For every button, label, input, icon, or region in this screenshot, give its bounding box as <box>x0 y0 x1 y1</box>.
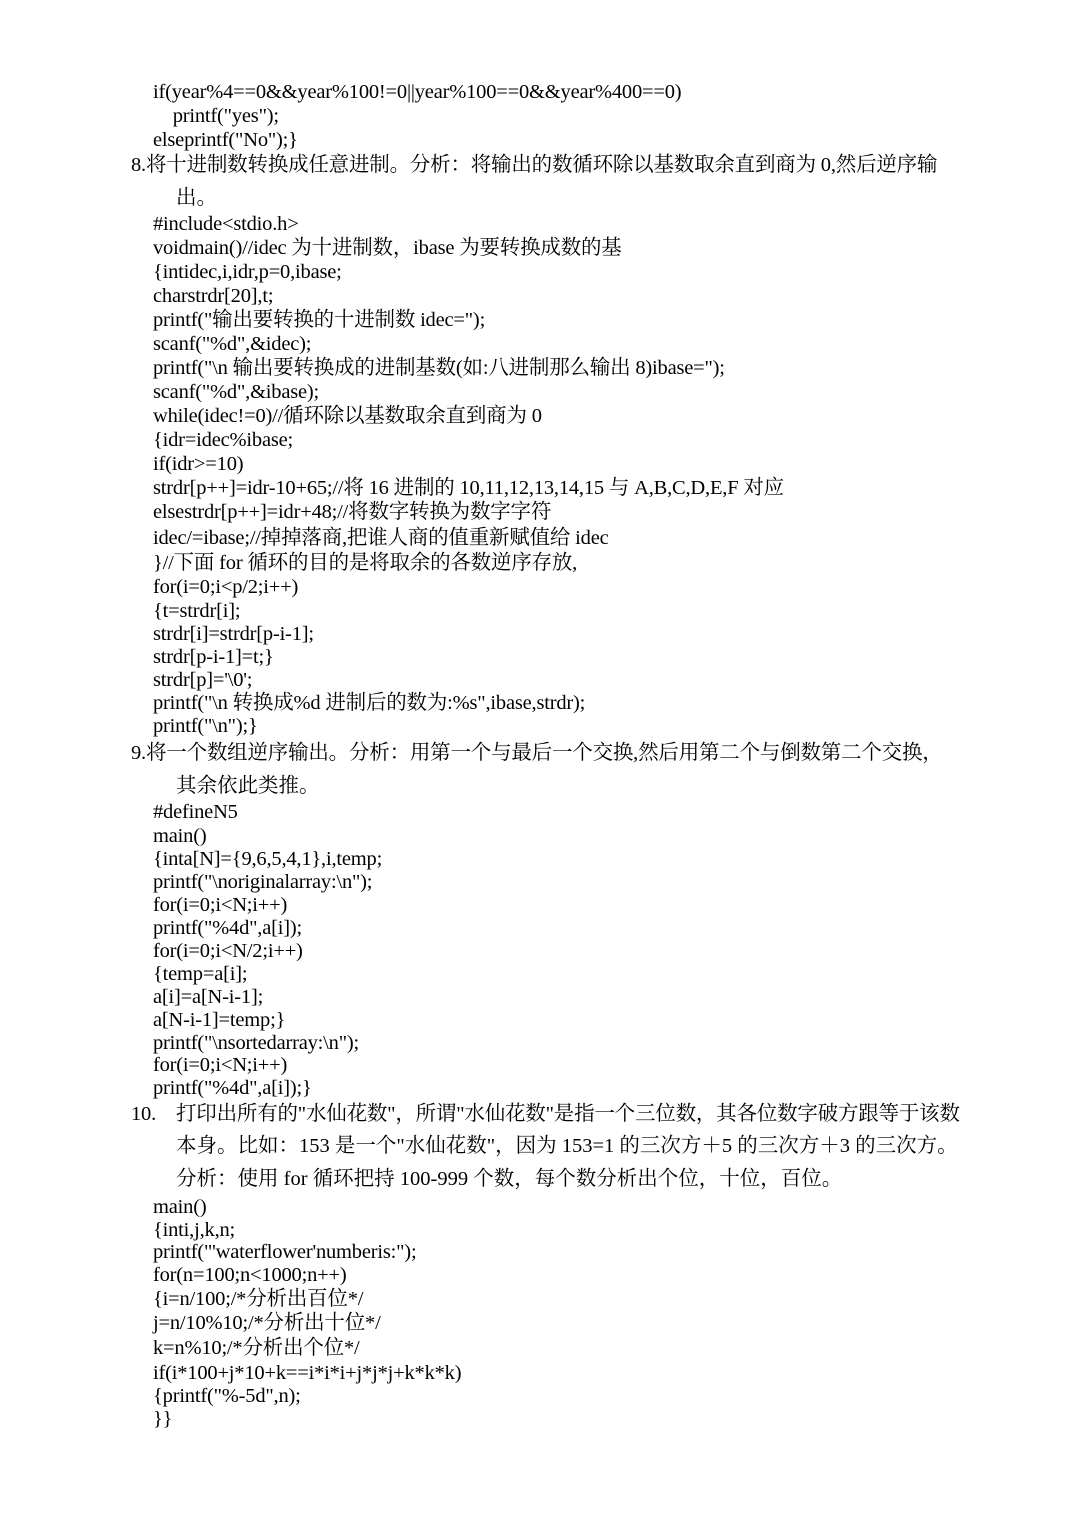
item-9-heading <box>131 741 943 765</box>
code-line: }} <box>153 1408 173 1430</box>
code-line: printf("\n 输出要转换成的进制基数(如:八进制那么输出 8)ibase="); <box>153 357 725 379</box>
code-line: elseprintf("No");} <box>153 129 298 151</box>
code-line: printf("%4d",a[i]);} <box>153 1077 312 1099</box>
item-description-cont: 出。 <box>176 187 217 209</box>
item-description-cont: 本身。比如：153 是一个"水仙花数"，因为 153=1 的三次方＋5 的三次方＋3 的三次方。 <box>176 1135 958 1157</box>
code-line: for(n=100;n<1000;n++) <box>153 1264 347 1286</box>
code-line: strdr[p]='\0'; <box>153 669 253 691</box>
item-description: 将一个数组逆序输出。分析：用第一个与最后一个交换,然后用第二个与倒数第二个交换， <box>145 742 943 764</box>
code-line: main() <box>153 1196 207 1218</box>
code-line: printf("yes"); <box>153 105 279 127</box>
item-10-heading <box>131 1102 960 1126</box>
code-line: {inta[N]={9,6,5,4,1},i,temp; <box>153 848 383 870</box>
code-line: {inti,j,k,n; <box>153 1219 236 1241</box>
code-line: scanf("%d",&ibase); <box>153 381 320 403</box>
code-line: printf("输出要转换的十进制数 idec="); <box>153 309 486 331</box>
item-description-cont: 其余依此类推。 <box>176 775 320 797</box>
code-line: strdr[p++]=idr-10+65;//将 16 进制的 10,11,12,13,14,15 与 A,B,C,D,E,F 对应 <box>153 477 784 499</box>
item-number: 8. <box>131 154 146 176</box>
code-line: for(i=0;i<N;i++) <box>153 894 288 916</box>
code-line: strdr[i]=strdr[p-i-1]; <box>153 623 314 645</box>
item-number: 10. <box>131 1103 157 1125</box>
code-line: #defineN5 <box>153 801 238 823</box>
item-analysis: 分析：使用 for 循环把持 100-999 个数，每个数分析出个位，十位，百位。 <box>176 1168 843 1190</box>
code-line: printf("'waterflower'numberis:"); <box>153 1241 417 1263</box>
code-line: }//下面 for 循环的目的是将取余的各数逆序存放, <box>153 552 578 574</box>
code-line: {idr=idec%ibase; <box>153 429 294 451</box>
code-line: {intidec,i,idr,p=0,ibase; <box>153 261 342 283</box>
code-line: elsestrdr[p++]=idr+48;//将数字转换为数字字符 <box>153 501 552 523</box>
code-line: printf("%4d",a[i]); <box>153 917 302 939</box>
code-line: {t=strdr[i]; <box>153 600 241 622</box>
code-line: for(i=0;i<p/2;i++) <box>153 576 299 598</box>
code-line: voidmain()//idec 为十进制数，ibase 为要转换成数的基 <box>153 237 622 259</box>
item-description: 将十进制数转换成任意进制。分析：将输出的数循环除以基数取余直到商为 0,然后逆序输 <box>145 154 938 176</box>
code-line: strdr[p-i-1]=t;} <box>153 646 274 668</box>
code-line: main() <box>153 825 207 847</box>
code-line: if(idr>=10) <box>153 453 244 475</box>
code-line: for(i=0;i<N;i++) <box>153 1054 288 1076</box>
code-line: if(year%4==0&&year%100!=0||year%100==0&&year%400==0) <box>153 81 682 103</box>
code-line: #include<stdio.h> <box>153 213 299 235</box>
code-line: a[i]=a[N-i-1]; <box>153 986 264 1008</box>
code-line: scanf("%d",&idec); <box>153 333 312 355</box>
code-line: printf("\nsortedarray:\n"); <box>153 1032 360 1054</box>
code-line: charstrdr[20],t; <box>153 285 274 307</box>
item-description: 打印出所有的"水仙花数"，所谓"水仙花数"是指一个三位数，其各位数字破方跟等于该数 <box>176 1103 960 1125</box>
item-8-heading <box>131 153 937 177</box>
code-line: while(idec!=0)//循环除以基数取余直到商为 0 <box>153 405 542 427</box>
code-line: {i=n/100;/*分析出百位*/ <box>153 1288 364 1310</box>
code-line: if(i*100+j*10+k==i*i*i+j*j*j+k*k*k) <box>153 1362 462 1384</box>
code-line: k=n%10;/*分析出个位*/ <box>153 1337 360 1359</box>
code-line: printf("\noriginalarray:\n"); <box>153 871 373 893</box>
code-line: {printf("%-5d",n); <box>153 1385 301 1407</box>
code-line: for(i=0;i<N/2;i++) <box>153 940 303 962</box>
item-number: 9. <box>131 742 146 764</box>
code-line: a[N-i-1]=temp;} <box>153 1009 286 1031</box>
code-line: idec/=ibase;//掉掉落商,把谁人商的值重新赋值给 idec <box>153 527 609 549</box>
code-line: printf("\n");} <box>153 715 258 737</box>
code-line: j=n/10%10;/*分析出十位*/ <box>153 1312 381 1334</box>
code-line: printf("\n 转换成%d 进制后的数为:%s",ibase,strdr); <box>153 692 586 714</box>
code-line: {temp=a[i]; <box>153 963 248 985</box>
